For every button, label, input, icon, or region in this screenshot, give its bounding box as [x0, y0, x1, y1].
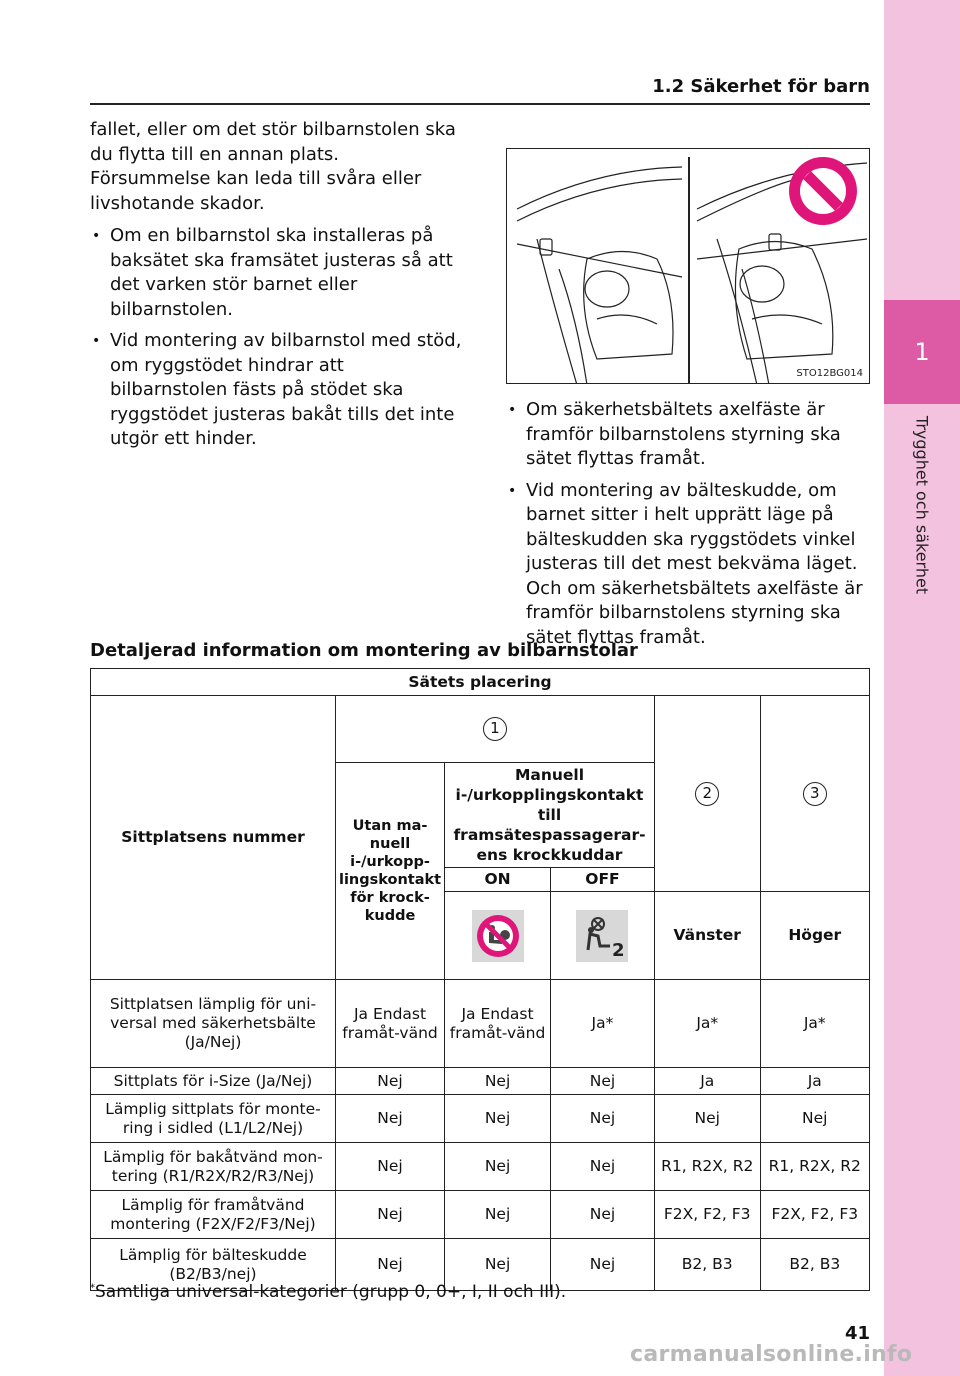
table-cell: Ja* [551, 980, 655, 1068]
footnote-mark: * [90, 1282, 95, 1294]
seat-illustration-drawing [507, 149, 870, 384]
table-cell: Ja [654, 1068, 760, 1095]
intro-paragraph: fallet, eller om det stör bilbarnstolen ska du flytta till en annan plats. Försummelse kan leda till svåra eller livshotande skador. [90, 119, 456, 214]
right-header: Höger [760, 892, 869, 980]
table-cell: Nej [445, 1191, 551, 1239]
table-cell: Nej [551, 1239, 655, 1291]
airbag-off-icon [576, 910, 628, 962]
table-cell: Nej [335, 1191, 444, 1239]
table-cell: B2, B3 [654, 1239, 760, 1291]
table-cell: B2, B3 [760, 1239, 869, 1291]
placement-header: Sätets placering [91, 669, 870, 696]
seat-1-number: 1 [483, 717, 507, 741]
side-tab [884, 0, 960, 1376]
table-cell: Nej [335, 1239, 444, 1291]
table-row [91, 1068, 870, 1095]
row-label: Lämplig för framåtvänd montering (F2X/F2/F3/Nej) [91, 1191, 336, 1239]
list-item: • Om säkerhetsbältets axelfäste är framför bilbarnstolens styrning ska sätet flyttas framåt. [506, 398, 870, 472]
left-column [90, 118, 462, 459]
table-row [91, 696, 870, 763]
table-cell: Ja [760, 1068, 869, 1095]
section-title: Detaljerad information om montering av bilbarnstolar [90, 640, 638, 661]
table-cell: Nej [551, 1095, 655, 1143]
list-item: • Om en bilbarnstol ska installeras på baksätet ska framsätet justeras så att det varken stör barnet eller bilbarnstolen. [90, 224, 462, 322]
list-item: • Vid montering av bilbarnstol med stöd, om ryggstödet hindrar att bilbarnstolen fästs på stödet ska ryggstödet justeras bakåt tills det inte utgör ett hinder. [90, 329, 462, 452]
no-switch-header: Utan ma-nuell i-/urkopp-lingskontakt för krock-kudde [335, 763, 444, 980]
seat-number-label: Sittplatsens nummer [91, 696, 336, 980]
table-cell: Nej [335, 1143, 444, 1191]
prohibition-icon [789, 157, 857, 225]
table-cell: Nej [551, 1143, 655, 1191]
row-label: Sittplatsen lämplig för uni-versal med säkerhetsbälte (Ja/Nej) [91, 980, 336, 1068]
chapter-number: 1 [884, 300, 960, 404]
footnote-text: Samtliga universal-kategorier (grupp 0, 0+, I, II och III). [95, 1282, 567, 1302]
seat-1-header [335, 696, 654, 763]
seat-illustration [506, 148, 870, 384]
chapter-label: Trygghet och säkerhet [912, 415, 932, 595]
table-cell: Ja* [654, 980, 760, 1068]
table-cell: Ja* [760, 980, 869, 1068]
figure-caption: STO12BG014 [796, 368, 863, 379]
table-row [91, 669, 870, 696]
left-header: Vänster [654, 892, 760, 980]
svg-text:2: 2 [612, 939, 625, 961]
page-header: 1.2 Säkerhet för barn [652, 76, 870, 97]
table-row [91, 1143, 870, 1191]
airbag-on-prohibited-icon [472, 910, 524, 962]
table-cell: R1, R2X, R2 [760, 1143, 869, 1191]
table-cell: Nej [551, 1191, 655, 1239]
table-row [91, 1191, 870, 1239]
seat-3-number: 3 [803, 782, 827, 806]
airbag-off-cell [551, 892, 655, 980]
row-label: Lämplig för bälteskudde (B2/B3/nej) [91, 1239, 336, 1291]
table-cell: Nej [445, 1143, 551, 1191]
watermark: carmanualsonline.info [630, 1342, 913, 1367]
off-header: OFF [551, 868, 655, 892]
table-cell: Nej [445, 1068, 551, 1095]
seat-2-number: 2 [695, 782, 719, 806]
table-cell: F2X, F2, F3 [654, 1191, 760, 1239]
table-row [91, 1095, 870, 1143]
table-cell: Ja Endast framåt-vänd [335, 980, 444, 1068]
seat-3-header [760, 696, 869, 892]
table-cell: F2X, F2, F3 [760, 1191, 869, 1239]
table-cell: Nej [335, 1095, 444, 1143]
table-cell: Nej [335, 1068, 444, 1095]
right-column [506, 398, 870, 657]
table-cell: Nej [654, 1095, 760, 1143]
table-cell: Ja Endast framåt-vänd [445, 980, 551, 1068]
seat-2-header [654, 696, 760, 892]
row-label: Sittplats för i-Size (Ja/Nej) [91, 1068, 336, 1095]
table-cell: Nej [760, 1095, 869, 1143]
airbag-on-cell [445, 892, 551, 980]
on-header: ON [445, 868, 551, 892]
manual-switch-header: Manuell i-/urkopplingskontakt till framsätespassagerar-ens krockkuddar [445, 763, 655, 868]
list-item: • Vid montering av bälteskudde, om barnet sitter i helt upprätt läge på bälteskudden ska ryggstödets vinkel justeras till det mest bekväma läget. Och om säkerhetsbältets axelfäste är framför bilbarnstolens styrning ska sätet flyttas framåt. [506, 479, 870, 651]
page-number: 41 [844, 1323, 870, 1344]
table-row [91, 980, 870, 1068]
row-label: Lämplig sittplats för monte-ring i sidled (L1/L2/Nej) [91, 1095, 336, 1143]
table-cell: Nej [445, 1095, 551, 1143]
row-label: Lämplig för bakåtvänd mon-tering (R1/R2X/R2/R3/Nej) [91, 1143, 336, 1191]
right-bullet-list [506, 398, 870, 650]
left-bullet-list [90, 224, 462, 452]
footnote [90, 1282, 566, 1302]
table-cell: Nej [551, 1068, 655, 1095]
table-cell: R1, R2X, R2 [654, 1143, 760, 1191]
table-cell: Nej [445, 1239, 551, 1291]
header-rule [90, 103, 870, 105]
